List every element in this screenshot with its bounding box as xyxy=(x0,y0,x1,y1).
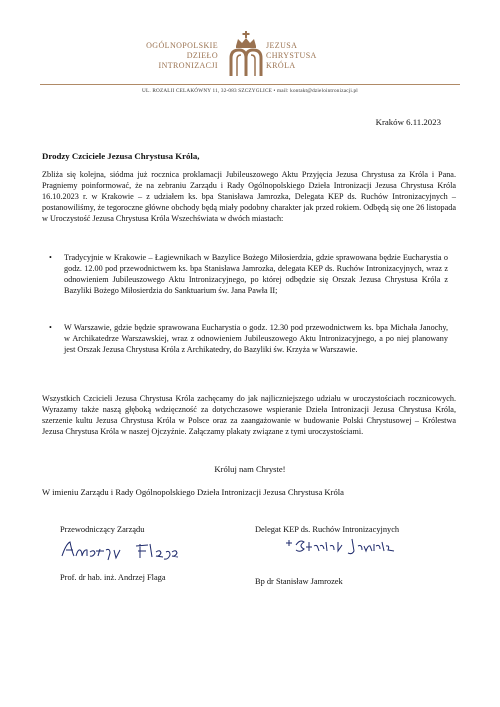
org-name-line-2: DZIEŁO xyxy=(186,51,218,60)
paragraph-invitation: Wszystkich Czcicieli Jezusa Chrystusa Króla zachęcamy do jak najliczniejszego udziału w uroczystościach rocznicowych. Wyrazamy także naszą głęboką wdzięczność za dotychczasowe wspieranie Dzieła Intronizacji Jezusa Chrystusa Króla, szerzenie kultu Jezusa Chrystusa Króla w Polsce oraz za zaangażowanie w budowanie Polski Chrystusowej – Królestwa Jezusa Chrystusa Króla w naszej Ojczyźnie. Załączamy plakaty związane z tymi uroczystościami. xyxy=(42,394,456,436)
handwritten-signature-right xyxy=(282,533,402,557)
handwritten-signature-left xyxy=(60,538,180,562)
header-divider xyxy=(40,84,460,85)
paragraph-intro: Zbliża się kolejna, siódma już rocznica proklamacji Jubileuszowego Aktu Przyjęcia Jezusa Chrystusa za Króla i Pana. Pragniemy poinformować, że na zebraniu Zarządu i Rady Ogólnopolskiego Dzieła Intronizacji Jezusa Chrystusa Króla 16.10.2023 r. w Krakowie – z udziałem ks. bpa Stanisława Jamrozka, Delegata KEP ds. Ruchów Intronizacyjnych – postanowiliśmy, że tegoroczne główne obchody będą miały podobny charakter jak przed rokiem. Odbędą się one 26 listopada w Uroczystość Jezusa Chrystusa Króla Wszechświata w dwóch miastach: xyxy=(42,170,456,223)
header-address: UL. ROZALII CELAKÓWNY 11, 32-083 SZCZYGLICE • mail: kontakt@dzielointronizacji.pl xyxy=(142,88,358,94)
signatory-right-name: Bp dr Stanisław Jamrozek xyxy=(255,577,343,586)
letter-greeting: Drodzy Czciciele Jezusa Chrystusa Króla, xyxy=(42,151,200,161)
bullet-warszawa-text: • W Warszawie, gdzie będzie sprawowana Eucharystia o godz. 12.30 pod przewodnictwem ks. bpa Michała Janochy, w Archikatedrze Warszawskiej, wraz z odnowieniem Jubileuszowego Aktu Intronizacyjnego, a po niej planowany jest Orszak Jezusa Chrystusa Króla z Archikatedry, do Bazyliki św. Krzyża w Warszawie. xyxy=(64,322,448,355)
letter-date: Kraków 6.11.2023 xyxy=(375,117,441,127)
org-name-line-3: INTRONIZACJI xyxy=(158,61,218,70)
signatory-right-title: Delegat KEP ds. Ruchów Intronizacyjnych xyxy=(255,525,400,534)
bullet-warszawa xyxy=(64,322,448,355)
org-name-line-6: KRÓLA xyxy=(266,61,296,70)
signatory-left-name: Prof. dr hab. inż. Andrzej Flaga xyxy=(60,573,166,582)
bullet-krakow-text: • Tradycyjnie w Krakowie – Łagiewnikach w Bazylice Bożego Miłosierdzia, gdzie sprawowana będzie Eucharystia o godz. 12.00 pod przewodnictwem ks. bpa Stanisława Jamrozka, delegata KEP ds. Ruchów Intronizacyjnych, wraz z odnowieniem Jubileuszowego Aktu Intronizacyjnego, po której odbędzie się Orszak Jezusa Chrystusa Króla z Bazyliki Bożego Miłosierdzia do Sanktuarium św. Jana Pawła II; xyxy=(64,252,448,296)
crown-arches-logo-icon xyxy=(228,30,264,78)
org-name-left xyxy=(146,41,218,71)
org-name-line-4: JEZUSA xyxy=(266,41,298,50)
closing-line: Króluj nam Chryste! xyxy=(214,464,286,474)
org-name-right xyxy=(266,41,317,71)
org-name-line-5: CHRYSTUSA xyxy=(266,51,317,60)
org-name-line-1: OGÓLNOPOLSKIE xyxy=(146,41,218,50)
bullet-krakow xyxy=(64,252,448,296)
board-line: W imieniu Zarządu i Rady Ogólnopolskiego Dzieła Intronizacji Jezusa Chrystusa Króla xyxy=(42,487,344,497)
signatory-left-title: Przewodniczący Zarządu xyxy=(60,525,145,534)
